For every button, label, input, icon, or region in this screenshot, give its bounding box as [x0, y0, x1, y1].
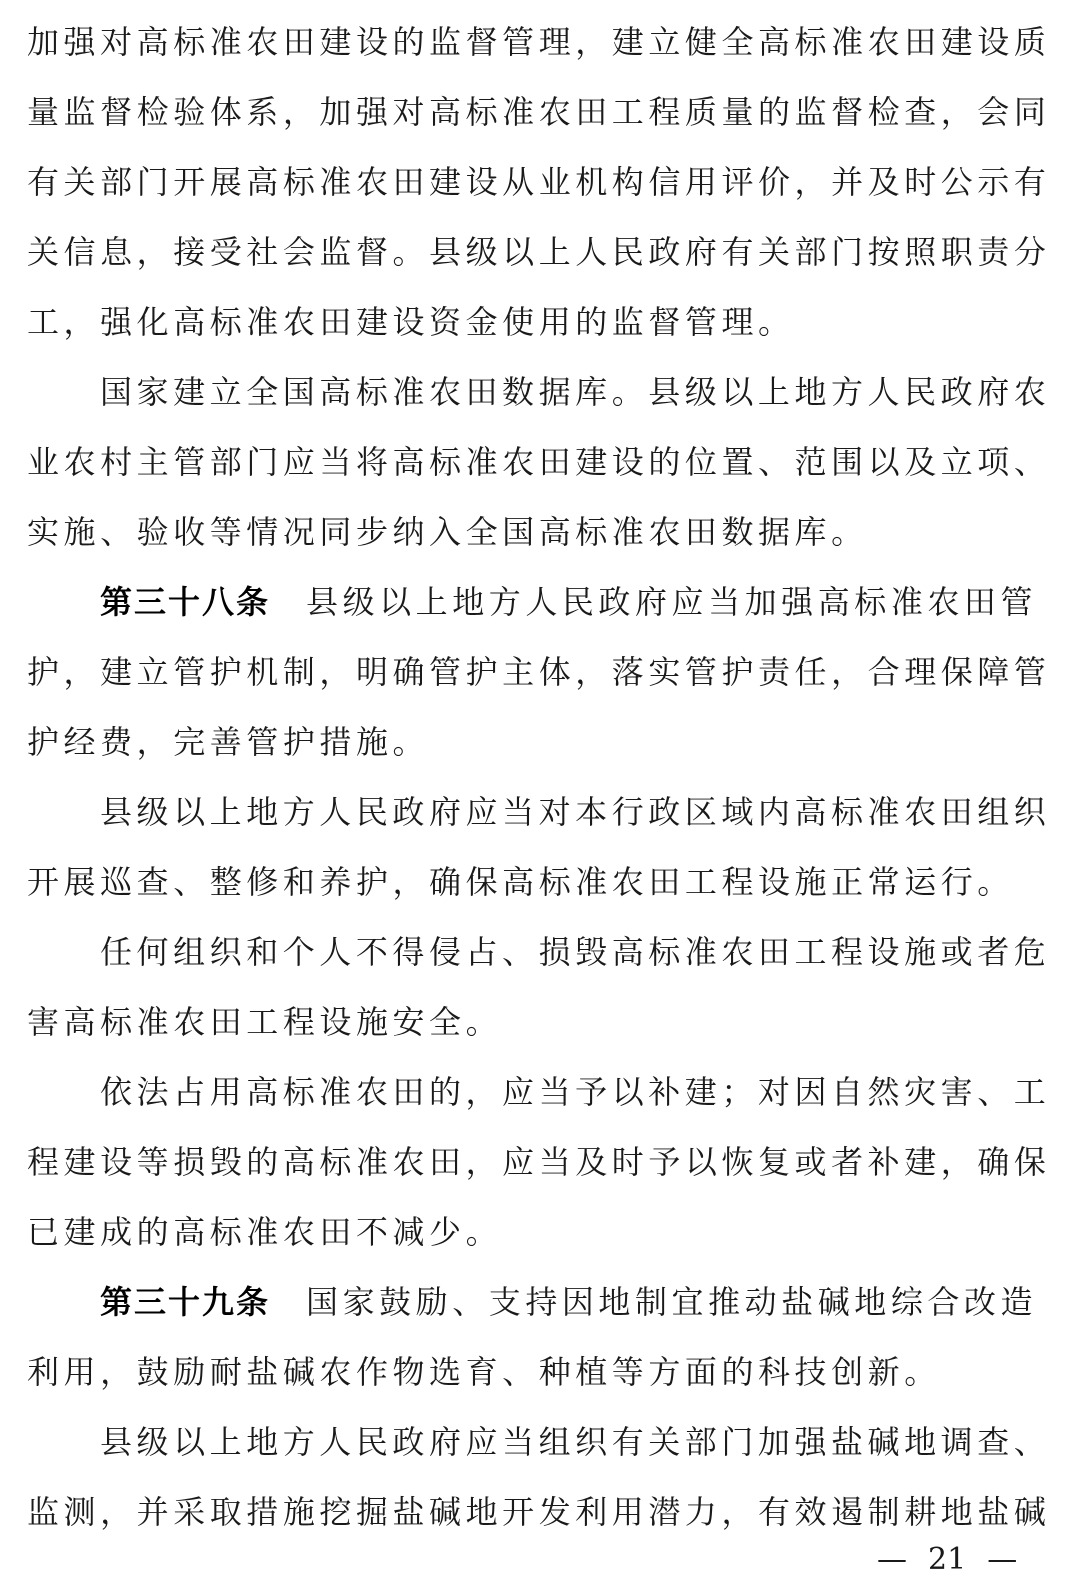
text-line: 害高标准农田工程设施安全。: [27, 1003, 503, 1041]
text-line: 工，强化高标准农田建设资金使用的监督管理。: [27, 303, 795, 341]
text-line: 护，建立管护机制，明确管护主体，落实管护责任，合理保障管: [27, 653, 1051, 691]
page-number-value: 21: [928, 1542, 967, 1577]
text-line: 关信息，接受社会监督。县级以上人民政府有关部门按照职责分: [27, 233, 1051, 271]
text-line: 已建成的高标准农田不减少。: [27, 1213, 503, 1251]
paragraph-first-line: 县级以上地方人民政府应当对本行政区域内高标准农田组织: [100, 793, 1051, 831]
paragraph-first-line: 依法占用高标准农田的，应当予以补建；对因自然灾害、工: [100, 1073, 1051, 1111]
article-text: 国家鼓励、支持因地制宜推动盐碱地综合改造: [306, 1283, 1038, 1321]
article-39-first-line: [100, 1282, 1037, 1322]
text-line: 量监督检验体系，加强对高标准农田工程质量的监督检查，会同: [27, 93, 1051, 131]
page-number-dash-left: —: [877, 1542, 907, 1577]
paragraph-first-line: 国家建立全国高标准农田数据库。县级以上地方人民政府农: [100, 373, 1051, 411]
article-number: 第三十八条: [100, 583, 271, 621]
article-38-first-line: [100, 582, 1037, 622]
text-line: 监测，并采取措施挖掘盐碱地开发利用潜力，有效遏制耕地盐碱: [27, 1493, 1051, 1531]
text-line: 利用，鼓励耐盐碱农作物选育、种植等方面的科技创新。: [27, 1353, 941, 1391]
text-line: 加强对高标准农田建设的监督管理，建立健全高标准农田建设质: [27, 23, 1051, 61]
page-number: [870, 1540, 1024, 1580]
paragraph-first-line: 县级以上地方人民政府应当组织有关部门加强盐碱地调查、: [100, 1423, 1051, 1461]
text-line: 护经费，完善管护措施。: [27, 723, 430, 761]
page-number-dash-right: —: [987, 1542, 1018, 1577]
article-text: 县级以上地方人民政府应当加强高标准农田管: [306, 583, 1038, 621]
text-line: 程建设等损毁的高标准农田，应当及时予以恢复或者补建，确保: [27, 1143, 1051, 1181]
article-number: 第三十九条: [100, 1283, 271, 1321]
paragraph-first-line: 任何组织和个人不得侵占、损毁高标准农田工程设施或者危: [100, 933, 1051, 971]
text-line: 业农村主管部门应当将高标准农田建设的位置、范围以及立项、: [27, 443, 1051, 481]
text-line: 开展巡查、整修和养护，确保高标准农田工程设施正常运行。: [27, 863, 1014, 901]
text-line: 有关部门开展高标准农田建设从业机构信用评价，并及时公示有: [27, 163, 1051, 201]
text-line: 实施、验收等情况同步纳入全国高标准农田数据库。: [27, 513, 868, 551]
